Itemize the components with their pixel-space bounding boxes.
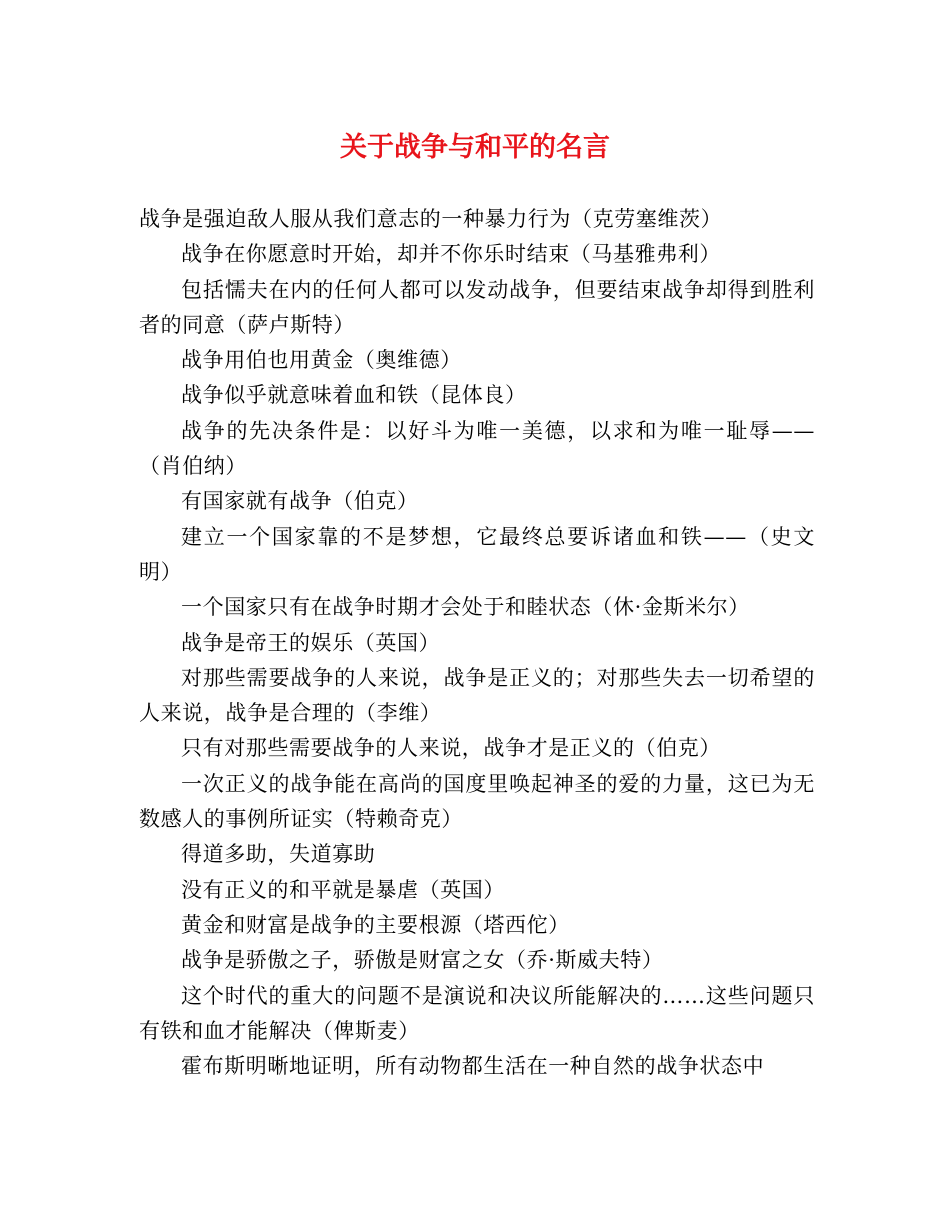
paragraph: 战争的先决条件是：以好斗为唯一美德，以求和为唯一耻辱——（肖伯纳） bbox=[139, 418, 815, 479]
paragraph: 对那些需要战争的人来说，战争是正义的；对那些失去一切希望的人来说，战争是合理的（李维） bbox=[139, 665, 815, 726]
paragraph: 战争是强迫敌人服从我们意志的一种暴力行为（克劳塞维茨） bbox=[139, 207, 723, 231]
paragraph: 霍布斯明晰地证明，所有动物都生活在一种自然的战争状态中 bbox=[181, 1054, 765, 1079]
paragraph: 战争用伯也用黄金（奥维德） bbox=[181, 348, 462, 373]
paragraph: 建立一个国家靠的不是梦想，它最终总要诉诸血和铁——（史文明） bbox=[139, 524, 815, 584]
paragraph: 战争似乎就意味着血和铁（昆体良） bbox=[181, 383, 527, 408]
paragraph: 战争在你愿意时开始，却并不你乐时结束（马基雅弗利） bbox=[181, 242, 721, 267]
paragraph: 战争是骄傲之子，骄傲是财富之女（乔·斯威夫特） bbox=[181, 948, 664, 973]
paragraph: 得道多助，失道寡助 bbox=[181, 842, 376, 867]
paragraph: 没有正义的和平就是暴虐（英国） bbox=[181, 877, 505, 902]
paragraph: 黄金和财富是战争的主要根源（塔西佗） bbox=[181, 912, 570, 937]
paragraph: 一次正义的战争能在高尚的国度里唤起神圣的爱的力量，这已为无数感人的事例所证实（特赖奇克） bbox=[139, 771, 815, 832]
paragraph: 这个时代的重大的问题不是演说和决议所能解决的……这些问题只有铁和血才能解决（俾斯麦） bbox=[139, 983, 815, 1043]
paragraph: 一个国家只有在战争时期才会处于和睦状态（休·金斯米尔） bbox=[181, 595, 750, 620]
paragraph: 包括懦夫在内的任何人都可以发动战争，但要结束战争却得到胜利者的同意（萨卢斯特） bbox=[139, 277, 815, 337]
document-title: 关于战争与和平的名言 bbox=[340, 132, 610, 163]
paragraph: 只有对那些需要战争的人来说，战争才是正义的（伯克） bbox=[181, 736, 721, 761]
paragraph: 有国家就有战争（伯克） bbox=[181, 489, 419, 514]
document-body bbox=[139, 202, 815, 1084]
paragraph: 战争是帝王的娱乐（英国） bbox=[181, 630, 441, 655]
